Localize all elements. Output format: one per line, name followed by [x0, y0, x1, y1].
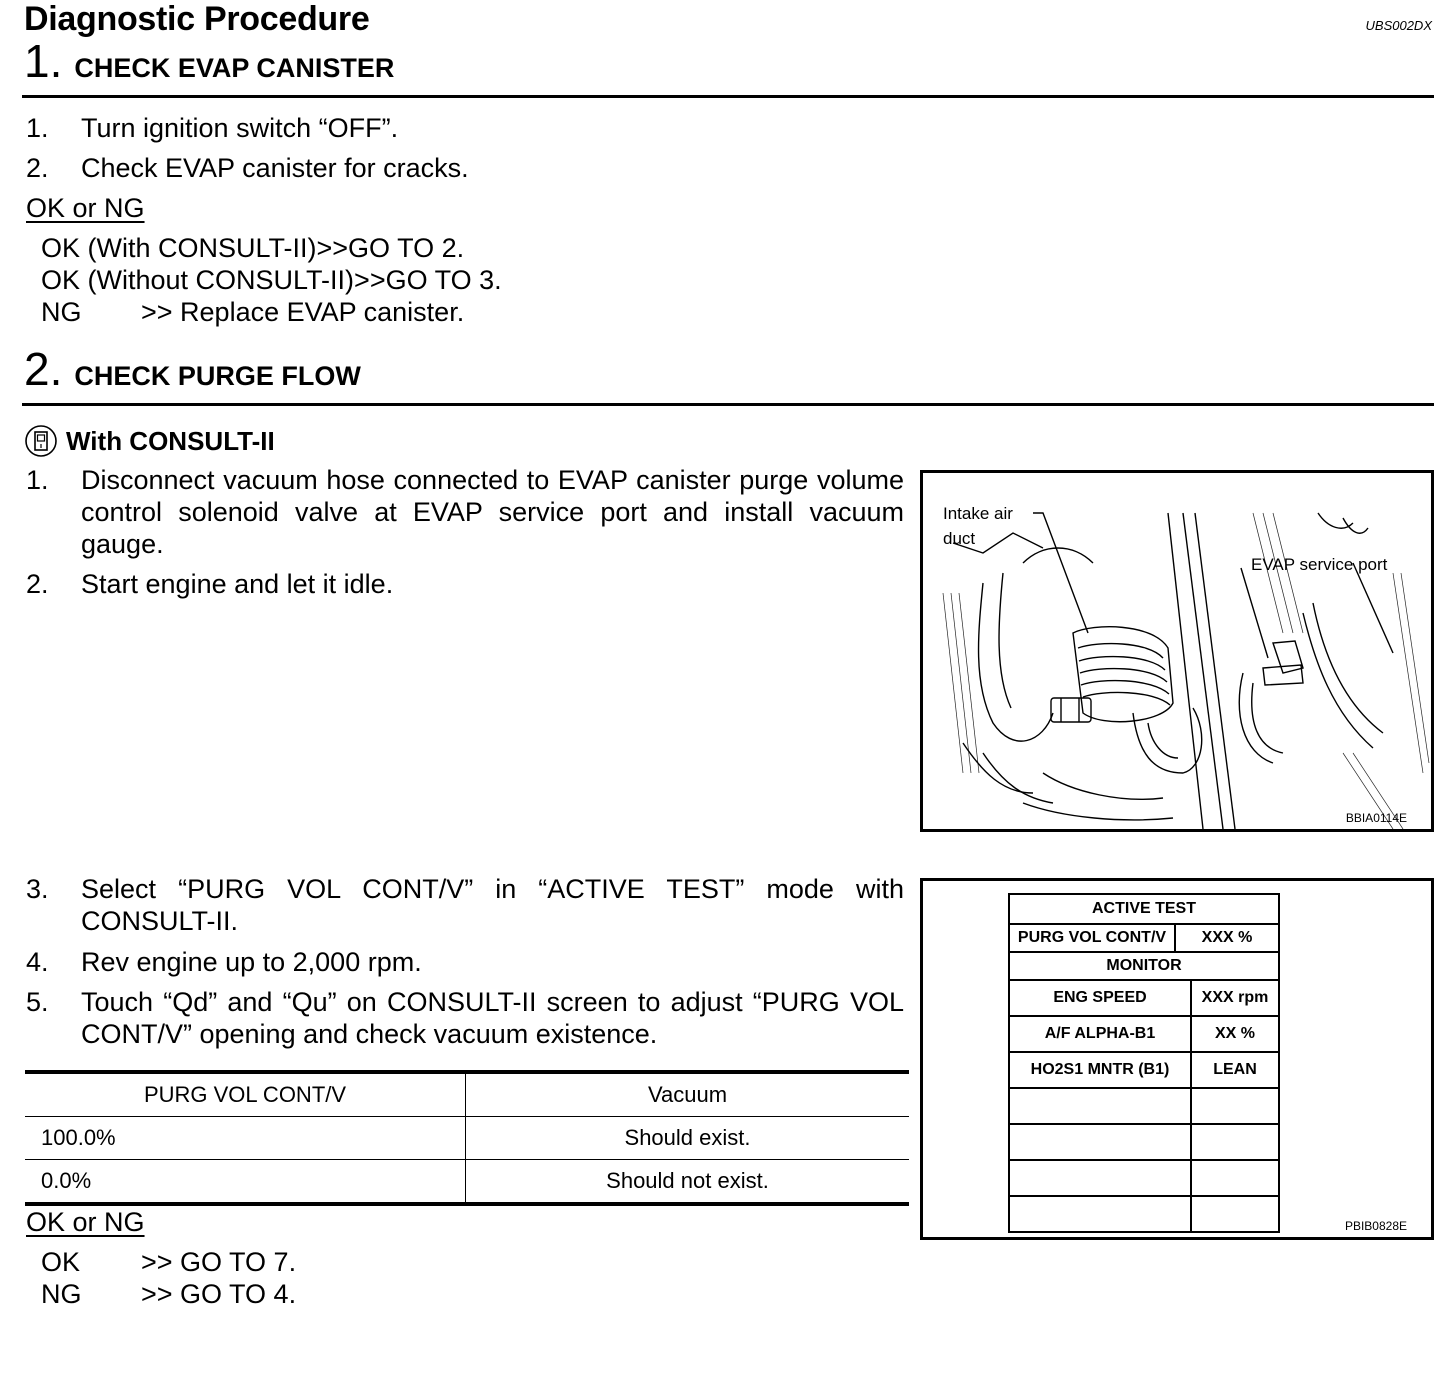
step-1-number: 1. [24, 35, 63, 87]
divider [22, 403, 1434, 406]
step-1-heading [24, 35, 395, 87]
step-1-title: CHECK EVAP CANISTER [74, 53, 395, 83]
table-row: HO2S1 MNTR (B1) LEAN [1009, 1052, 1279, 1088]
document-code: UBS002DX [1365, 18, 1432, 33]
table-row [1009, 1124, 1279, 1160]
table-header: Vacuum [647, 1082, 728, 1107]
vacuum-table [25, 1070, 909, 1206]
engine-bay-figure [920, 470, 1434, 832]
table-header: PURG VOL CONT/V [25, 1074, 466, 1117]
list-item: 5. Touch “Qd” and “Qu” on CONSULT-II screen to adjust “PURG VOL CONT/V” opening and check vacuum existence. [26, 987, 904, 1049]
active-test-screen: ACTIVE TEST PURG VOL CONT/V XXX % MONITOR ENG SPEED XXX rpm A/F ALPHA-B1 XX % HO2S1 MNTR (B1) LEAN [1008, 893, 1280, 1233]
intake-air-duct-label: Intake air duct [943, 504, 1013, 548]
step-2-number: 2. [24, 343, 63, 395]
result-ok-without-consult: OK (Without CONSULT-II)>>GO TO 3. [41, 265, 502, 295]
result-ok: OK >> GO TO 7. [41, 1247, 297, 1277]
consult-tool-icon [24, 424, 58, 458]
table-row [1009, 1160, 1279, 1196]
figure-code: BBIA0114E [1345, 811, 1407, 825]
result-ok-with-consult: OK (With CONSULT-II)>>GO TO 2. [41, 233, 465, 263]
list-item: 2. Start engine and let it idle. [26, 569, 394, 599]
list-item: 1. Turn ignition switch “OFF”. [26, 113, 399, 143]
page-title: Diagnostic Procedure [24, 0, 370, 38]
list-item: 1. Disconnect vacuum hose connected to EVAP canister purge volume control solenoid valve at EVAP service port and install vacuum gauge. [26, 465, 904, 559]
ok-ng-label: OK or NG [26, 1207, 145, 1237]
active-test-figure [920, 878, 1434, 1240]
result-ng: NG >> GO TO 4. [41, 1279, 297, 1309]
table-row [1009, 1088, 1279, 1124]
result-ng: NG >> Replace EVAP canister. [41, 297, 465, 327]
list-item: 3. Select “PURG VOL CONT/V” in “ACTIVE TEST” mode with CONSULT-II. [26, 874, 904, 936]
table-row [1009, 1196, 1279, 1232]
evap-service-port-label: EVAP service port [1251, 555, 1388, 574]
step-2-title: CHECK PURGE FLOW [74, 361, 361, 391]
table-row: 0.0% Should not exist. [25, 1160, 909, 1203]
step-2-heading [24, 343, 361, 395]
ok-ng-label: OK or NG [26, 193, 145, 223]
list-item: 2. Check EVAP canister for cracks. [26, 153, 469, 183]
consult-heading: With CONSULT-II [24, 424, 275, 458]
list-item: 4. Rev engine up to 2,000 rpm. [26, 947, 422, 977]
table-row: ENG SPEED XXX rpm [1009, 980, 1279, 1016]
table-row: 100.0% Should exist. [25, 1117, 909, 1160]
table-row: A/F ALPHA-B1 XX % [1009, 1016, 1279, 1052]
figure-code: PBIB0828E [1344, 1219, 1407, 1233]
divider [22, 95, 1434, 98]
